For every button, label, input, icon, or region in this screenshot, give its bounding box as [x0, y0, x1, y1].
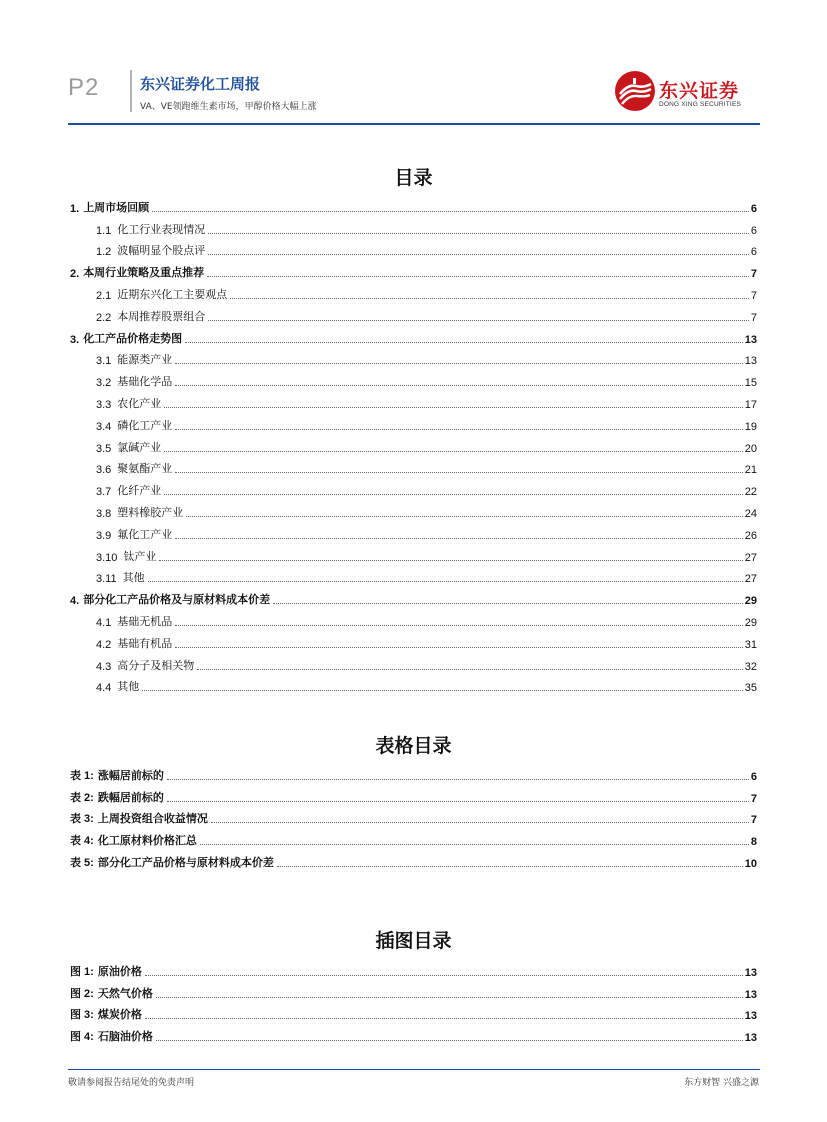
toc-entry-number: 图 4:	[70, 1031, 94, 1044]
toc-entry-number: 3.4	[96, 420, 112, 433]
toc-entry[interactable]	[70, 280, 757, 302]
toc-entry-page: 20	[744, 442, 757, 455]
toc-entry[interactable]	[70, 498, 757, 520]
toc-entry-text: 能源类产业	[117, 353, 173, 367]
toc-leader-dots	[175, 537, 742, 539]
toc-entry-number: 1.	[70, 202, 80, 215]
toc-entry-page: 7	[750, 792, 757, 805]
toc-entry-text: 部分化工产品价格及与原材料成本价差	[83, 593, 271, 607]
toc-entry-text: 基础有机品	[117, 636, 173, 650]
toc-entry-page: 31	[744, 638, 757, 651]
toc-leader-dots	[175, 384, 742, 386]
toc-entry-number: 图 1:	[70, 965, 94, 978]
toc-leader-dots	[175, 471, 742, 473]
toc-entry[interactable]	[70, 564, 757, 586]
toc-entry-text: 本周行业策略及重点推荐	[83, 266, 205, 280]
page-number: P2	[68, 74, 100, 101]
toc-entry-page: 8	[750, 836, 757, 849]
toc-entry-number: 2.1	[96, 289, 112, 302]
toc-entry-text: 波幅明显个股点评	[117, 244, 206, 258]
toc-entry-page: 24	[744, 507, 757, 520]
toc-entry-number: 3.9	[96, 529, 112, 542]
toc-entry-text: 化纤产业	[117, 484, 162, 498]
toc-leader-dots	[175, 646, 742, 648]
toc-leader-dots	[208, 253, 749, 255]
toc-entry-text: 跌幅居前标的	[97, 790, 164, 804]
toc-entry[interactable]	[70, 826, 757, 848]
toc-entry-page: 27	[744, 573, 757, 586]
toc-entry-page: 6	[750, 770, 757, 783]
toc-entry[interactable]	[70, 476, 757, 498]
toc-entry-text: 煤炭价格	[97, 1008, 142, 1022]
toc-entry-number: 4.1	[96, 616, 112, 629]
toc-entry[interactable]	[70, 389, 757, 411]
toc-leader-dots	[185, 341, 743, 343]
toc-entry-number: 表 3:	[70, 813, 94, 826]
page-header	[0, 0, 827, 130]
toc-leader-dots	[230, 297, 749, 299]
toc-entry[interactable]	[70, 346, 757, 368]
toc-entry-page: 7	[750, 268, 757, 281]
toc-leader-dots	[156, 1039, 743, 1041]
toc-leader-dots	[156, 996, 743, 998]
toc-entry-text: 高分子及相关物	[117, 658, 195, 672]
toc-entry-page: 7	[750, 289, 757, 302]
toc-leader-dots	[164, 493, 742, 495]
toc-entry-text: 氟化工产业	[117, 527, 173, 541]
toc-entry[interactable]	[70, 673, 757, 695]
toc-leader-dots	[197, 668, 742, 670]
footer-slogan: 东方财智 兴盛之源	[684, 1078, 759, 1088]
toc-entry-page: 29	[744, 616, 757, 629]
toc-entry[interactable]	[70, 805, 757, 827]
toc-leader-dots	[152, 210, 749, 212]
toc-entry-number: 4.2	[96, 638, 112, 651]
toc-entry-number: 3.10	[96, 551, 118, 564]
figures-toc-title: 插图目录	[375, 930, 452, 952]
toc-entry[interactable]	[70, 651, 757, 673]
toc-entry-page: 13	[744, 1032, 757, 1045]
toc-entry-number: 2.	[70, 268, 80, 281]
toc-leader-dots	[211, 821, 749, 823]
toc-entry-number: 4.3	[96, 660, 112, 673]
toc-entry-number: 3.2	[96, 377, 112, 390]
toc-entry-page: 13	[744, 966, 757, 979]
toc-entry[interactable]	[70, 1022, 757, 1044]
toc-leader-dots	[208, 232, 749, 234]
toc-leader-dots	[186, 515, 742, 517]
toc-entry-number: 3.	[70, 333, 80, 346]
toc-entry-text: 塑料橡胶产业	[117, 505, 184, 519]
toc-entry-number: 图 3:	[70, 1009, 94, 1022]
logo-emblem-icon	[614, 70, 656, 112]
toc-title: 目录	[394, 167, 433, 189]
toc-entry-text: 基础无机品	[117, 614, 173, 628]
toc-entry-page: 21	[744, 464, 757, 477]
company-logo	[614, 70, 754, 112]
toc-entry-text: 其他	[117, 680, 140, 694]
toc-leader-dots	[207, 275, 749, 277]
toc-entry-number: 表 1:	[70, 769, 94, 782]
toc-leader-dots	[142, 689, 742, 691]
toc-entry[interactable]	[70, 629, 757, 651]
toc-entry[interactable]	[70, 411, 757, 433]
toc-entry-page: 6	[750, 224, 757, 237]
toc-entry-text: 部分化工产品价格与原材料成本价差	[97, 855, 274, 869]
toc-leader-dots	[175, 428, 742, 430]
table-of-contents	[70, 193, 757, 694]
toc-entry-page: 15	[744, 377, 757, 390]
toc-entry[interactable]	[70, 302, 757, 324]
toc-entry-text: 农化产业	[117, 396, 162, 410]
toc-entry-text: 聚氨酯产业	[117, 462, 173, 476]
toc-leader-dots	[175, 624, 742, 626]
toc-leader-dots	[200, 843, 749, 845]
toc-entry[interactable]	[70, 367, 757, 389]
toc-entry-page: 17	[744, 398, 757, 411]
toc-leader-dots	[164, 450, 742, 452]
toc-entry-text: 化工原材料价格汇总	[97, 834, 197, 848]
toc-entry-number: 3.7	[96, 486, 112, 499]
logo-text-en: DONG XING SECURITIES	[659, 101, 742, 108]
toc-entry-text: 近期东兴化工主要观点	[117, 287, 228, 301]
toc-entry-text: 其他	[122, 571, 145, 585]
toc-entry[interactable]	[70, 215, 757, 237]
toc-entry-page: 22	[744, 486, 757, 499]
toc-entry-number: 4.4	[96, 682, 112, 695]
toc-entry-number: 2.2	[96, 311, 112, 324]
report-title: 东兴证券化工周报	[140, 75, 261, 93]
toc-entry-text: 上周市场回顾	[83, 200, 150, 214]
toc-entry-text: 基础化学品	[117, 375, 173, 389]
toc-entry-number: 表 4:	[70, 835, 94, 848]
toc-entry[interactable]	[70, 193, 757, 215]
toc-leader-dots	[148, 580, 743, 582]
toc-entry[interactable]	[70, 237, 757, 259]
toc-entry-number: 1.2	[96, 246, 112, 259]
toc-entry-number: 表 2:	[70, 791, 94, 804]
toc-entry-text: 石脑油价格	[97, 1030, 153, 1044]
tables-toc-title: 表格目录	[375, 735, 452, 757]
toc-entry[interactable]	[70, 957, 757, 979]
toc-entry-number: 3.11	[96, 573, 117, 586]
toc-entry-page: 27	[744, 551, 757, 564]
footer-rule	[68, 1069, 760, 1070]
toc-leader-dots	[159, 559, 742, 561]
toc-entry-page: 7	[750, 814, 757, 827]
toc-entry-page: 35	[744, 682, 757, 695]
toc-entry-page: 7	[750, 311, 757, 324]
toc-entry-text: 本周推荐股票组合	[117, 309, 206, 323]
toc-entry[interactable]	[70, 979, 757, 1001]
toc-entry[interactable]	[70, 1001, 757, 1023]
toc-entry[interactable]	[70, 258, 757, 280]
toc-entry-number: 图 2:	[70, 987, 94, 1000]
toc-entry-page: 13	[744, 1010, 757, 1023]
toc-leader-dots	[277, 865, 743, 867]
toc-entry-number: 3.6	[96, 464, 112, 477]
toc-entry-text: 钛产业	[123, 549, 157, 563]
toc-leader-dots	[164, 406, 742, 408]
tables-list	[70, 761, 757, 870]
toc-leader-dots	[208, 319, 749, 321]
toc-entry[interactable]	[70, 520, 757, 542]
toc-entry-number: 3.1	[96, 355, 112, 368]
toc-entry[interactable]	[70, 542, 757, 564]
logo-text-cn: 东兴证券	[659, 80, 740, 102]
header-divider	[130, 70, 132, 112]
toc-entry-page: 13	[744, 333, 757, 346]
toc-entry[interactable]	[70, 324, 757, 346]
toc-entry[interactable]	[70, 585, 757, 607]
toc-entry-page: 13	[744, 988, 757, 1001]
toc-entry-text: 天然气价格	[97, 986, 153, 1000]
toc-entry[interactable]	[70, 607, 757, 629]
toc-entry-page: 32	[744, 660, 757, 673]
toc-entry-page: 6	[750, 246, 757, 259]
toc-entry-text: 化工产品价格走势图	[83, 331, 183, 345]
toc-entry-text: 化工行业表现情况	[117, 222, 206, 236]
toc-entry-page: 19	[744, 420, 757, 433]
toc-entry-number: 3.3	[96, 398, 112, 411]
toc-entry-text: 涨幅居前标的	[97, 768, 164, 782]
toc-entry-number: 3.5	[96, 442, 112, 455]
toc-entry-page: 29	[744, 595, 757, 608]
toc-leader-dots	[167, 778, 749, 780]
toc-entry-page: 10	[744, 857, 757, 870]
toc-entry-text: 上周投资组合收益情况	[97, 812, 208, 826]
disclaimer-note: 敬请参阅报告结尾处的免责声明	[68, 1078, 195, 1088]
toc-leader-dots	[167, 800, 749, 802]
toc-entry[interactable]	[70, 455, 757, 477]
toc-leader-dots	[273, 602, 743, 604]
toc-entry-text: 原油价格	[97, 964, 142, 978]
toc-entry-number: 1.1	[96, 224, 112, 237]
toc-entry[interactable]	[70, 848, 757, 870]
toc-entry[interactable]	[70, 761, 757, 783]
toc-leader-dots	[175, 362, 742, 364]
toc-leader-dots	[145, 1017, 743, 1019]
toc-entry-number: 3.8	[96, 507, 112, 520]
toc-entry-page: 13	[744, 355, 757, 368]
toc-entry[interactable]	[70, 433, 757, 455]
toc-entry-number: 4.	[70, 595, 80, 608]
toc-entry-page: 26	[744, 529, 757, 542]
toc-leader-dots	[145, 974, 743, 976]
figures-list	[70, 957, 757, 1044]
report-subtitle: VA、VE领跑维生素市场，甲醇价格大幅上涨	[140, 102, 317, 112]
toc-entry-text: 氯碱产业	[117, 440, 162, 454]
toc-entry-number: 表 5:	[70, 856, 94, 869]
toc-entry[interactable]	[70, 783, 757, 805]
header-rule	[68, 123, 760, 125]
toc-entry-text: 磷化工产业	[117, 418, 173, 432]
toc-entry-page: 6	[750, 202, 757, 215]
